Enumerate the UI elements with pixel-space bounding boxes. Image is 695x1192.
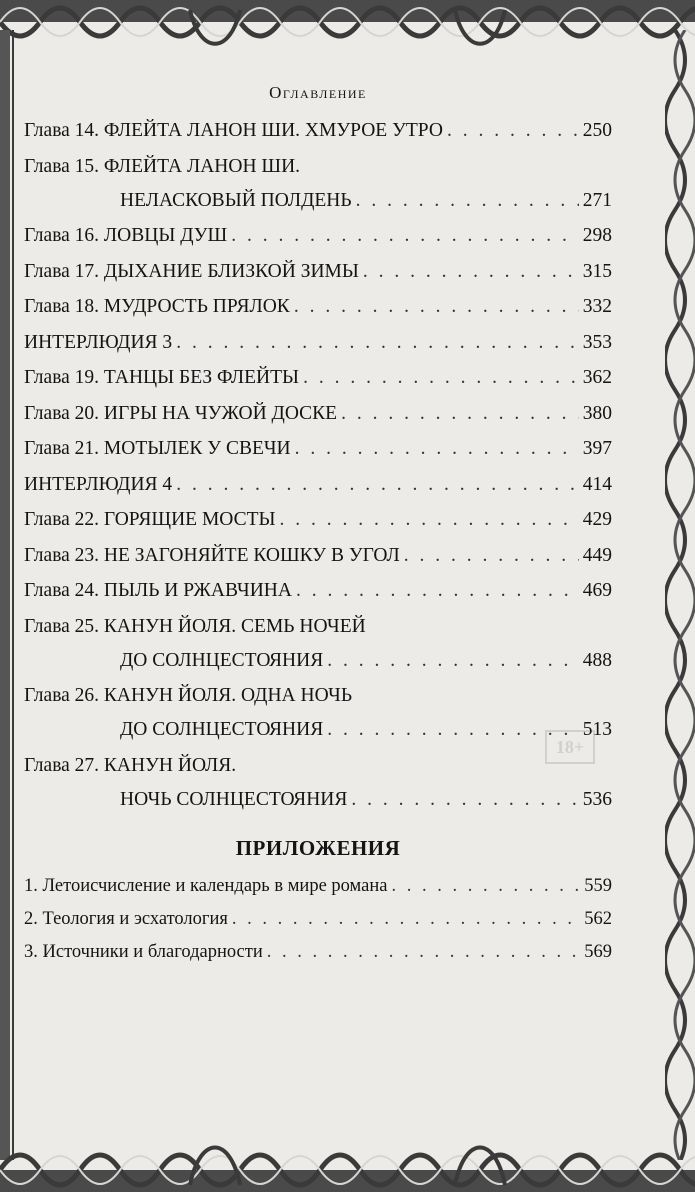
toc-entry-title: НЕЛАСКОВЫЙ ПОЛДЕНЬ — [120, 189, 352, 211]
dot-leader — [280, 509, 579, 531]
ornament-right-border — [665, 30, 695, 1160]
toc-entry-page-number: 362 — [582, 367, 612, 388]
dot-leader — [296, 580, 579, 602]
appendix-entry — [24, 941, 612, 963]
dot-leader — [351, 789, 578, 811]
table-of-contents — [24, 80, 612, 974]
toc-entry-line — [24, 190, 612, 212]
appendix-heading: ПРИЛОЖЕНИЯ — [235, 835, 401, 860]
toc-entry-line — [24, 509, 612, 531]
dot-leader — [327, 650, 579, 672]
appendix-entry-list — [24, 875, 612, 963]
toc-entry-page-number: 250 — [582, 120, 612, 141]
toc-entry-title: Глава 26. КАНУН ЙОЛЯ. ОДНА НОЧЬ — [24, 685, 353, 706]
toc-entry-page-number: 397 — [582, 438, 612, 459]
toc-entry-title: Глава 24. ПЫЛЬ И РЖАВЧИНА — [24, 580, 292, 601]
toc-entry-line — [24, 650, 612, 672]
dot-leader — [404, 545, 579, 567]
toc-entry-line — [24, 438, 612, 460]
toc-entry — [24, 332, 612, 354]
toc-entry-title: НОЧЬ СОЛНЦЕСТОЯНИЯ — [120, 788, 348, 810]
dot-leader — [267, 941, 581, 963]
appendix-entry-title: 3. Источники и благодарности — [24, 941, 263, 962]
toc-entry-title: Глава 21. МОТЫЛЕК У СВЕЧИ — [24, 438, 291, 459]
age-rating-bleed-through: 18+ — [545, 730, 595, 764]
toc-entry-page-number: 271 — [582, 189, 612, 211]
toc-heading-text: Оглавление — [269, 83, 367, 102]
toc-heading — [24, 80, 612, 106]
toc-entry-title: Глава 15. ФЛЕЙТА ЛАНОН ШИ. — [24, 155, 301, 177]
dot-leader — [391, 875, 580, 897]
toc-entry-title: Глава 14. ФЛЕЙТА ЛАНОН ШИ. ХМУРОЕ УТРО — [24, 120, 443, 141]
dot-leader — [303, 367, 579, 389]
ornament-left-border — [0, 30, 16, 1160]
dot-leader — [341, 403, 579, 425]
toc-entry — [24, 225, 612, 247]
toc-entry-page-number: 380 — [582, 402, 612, 424]
toc-entry — [24, 509, 612, 531]
toc-entry-line — [24, 403, 612, 425]
toc-entry — [24, 616, 612, 672]
toc-entry-line — [24, 261, 612, 283]
toc-entry — [24, 403, 612, 425]
dot-leader — [232, 908, 580, 930]
toc-entry-title: ДО СОЛНЦЕСТОЯНИЯ — [120, 719, 324, 740]
dot-leader — [231, 225, 579, 247]
appendix-entry-title: 1. Летоисчисление и календарь в мире романа — [24, 875, 388, 896]
ornament-top-border — [0, 0, 695, 60]
toc-entry-title: Глава 22. ГОРЯЩИЕ МОСТЫ — [24, 509, 276, 530]
toc-entry-line — [24, 474, 612, 496]
toc-entry-page-number: 298 — [582, 225, 612, 246]
toc-entry-line — [24, 225, 612, 247]
toc-entry-line — [24, 685, 612, 707]
toc-entry-line — [24, 755, 612, 777]
toc-entry-line — [24, 580, 612, 602]
appendix-entry — [24, 875, 612, 897]
toc-entry-line — [24, 616, 612, 638]
toc-entry-line — [24, 545, 612, 567]
appendix-entry-page-number: 562 — [584, 908, 612, 929]
toc-entry-title: ИНТЕРЛЮДИЯ 4 — [24, 473, 173, 495]
toc-entry-title: Глава 23. НЕ ЗАГОНЯЙТЕ КОШКУ В УГОЛ — [24, 544, 400, 566]
toc-entry-title: Глава 19. ТАНЦЫ БЕЗ ФЛЕЙТЫ — [24, 367, 300, 388]
appendix-entry-page-number: 569 — [584, 941, 612, 962]
toc-entry-page-number: 414 — [582, 473, 612, 495]
toc-entry-page-number: 536 — [582, 788, 612, 810]
ornament-bottom-border — [0, 1130, 695, 1192]
toc-entry-page-number: 469 — [582, 580, 612, 601]
dot-leader — [294, 296, 579, 318]
toc-entry — [24, 438, 612, 460]
toc-entry — [24, 474, 612, 496]
dot-leader — [176, 332, 579, 354]
dot-leader — [327, 719, 579, 741]
toc-entry-title: Глава 16. ЛОВЦЫ ДУШ — [24, 225, 228, 246]
toc-entry-title: ДО СОЛНЦЕСТОЯНИЯ — [120, 649, 324, 671]
toc-entry — [24, 685, 612, 741]
toc-entry-line — [24, 719, 612, 741]
toc-entry-line — [24, 367, 612, 389]
toc-entry-page-number: 513 — [582, 719, 612, 740]
toc-entry-page-number: 429 — [582, 509, 612, 530]
toc-entry-line — [24, 332, 612, 354]
toc-entry — [24, 367, 612, 389]
appendix-entry-title: 2. Теология и эсхатология — [24, 908, 228, 929]
toc-entry-title: Глава 18. МУДРОСТЬ ПРЯЛОК — [24, 296, 290, 317]
dot-leader — [356, 190, 579, 212]
dot-leader — [363, 261, 579, 283]
toc-entry — [24, 296, 612, 318]
dot-leader — [176, 474, 579, 496]
toc-entry — [24, 755, 612, 811]
toc-entry-page-number: 332 — [582, 296, 612, 317]
toc-entry-page-number: 315 — [582, 260, 612, 282]
appendix-entry-page-number: 559 — [584, 875, 612, 896]
toc-entry-line — [24, 296, 612, 318]
appendix-entry — [24, 908, 612, 930]
toc-entry-title: Глава 25. КАНУН ЙОЛЯ. СЕМЬ НОЧЕЙ — [24, 615, 366, 637]
toc-entry-line — [24, 120, 612, 142]
toc-entry-title: Глава 20. ИГРЫ НА ЧУЖОЙ ДОСКЕ — [24, 402, 338, 424]
toc-entry — [24, 120, 612, 142]
toc-entry — [24, 580, 612, 602]
toc-entry-title: Глава 27. КАНУН ЙОЛЯ. — [24, 754, 237, 776]
toc-entry — [24, 545, 612, 567]
dot-leader — [447, 120, 579, 142]
toc-entry-list — [24, 120, 612, 811]
toc-entry-title: ИНТЕРЛЮДИЯ 3 — [24, 331, 173, 353]
toc-entry-line — [24, 156, 612, 178]
toc-entry — [24, 261, 612, 283]
toc-entry-title: Глава 17. ДЫХАНИЕ БЛИЗКОЙ ЗИМЫ — [24, 260, 359, 282]
dot-leader — [295, 438, 579, 460]
toc-entry — [24, 156, 612, 212]
toc-entry-page-number: 449 — [582, 544, 612, 566]
toc-entry-page-number: 353 — [582, 331, 612, 353]
toc-entry-line — [24, 789, 612, 811]
toc-entry-page-number: 488 — [582, 649, 612, 671]
